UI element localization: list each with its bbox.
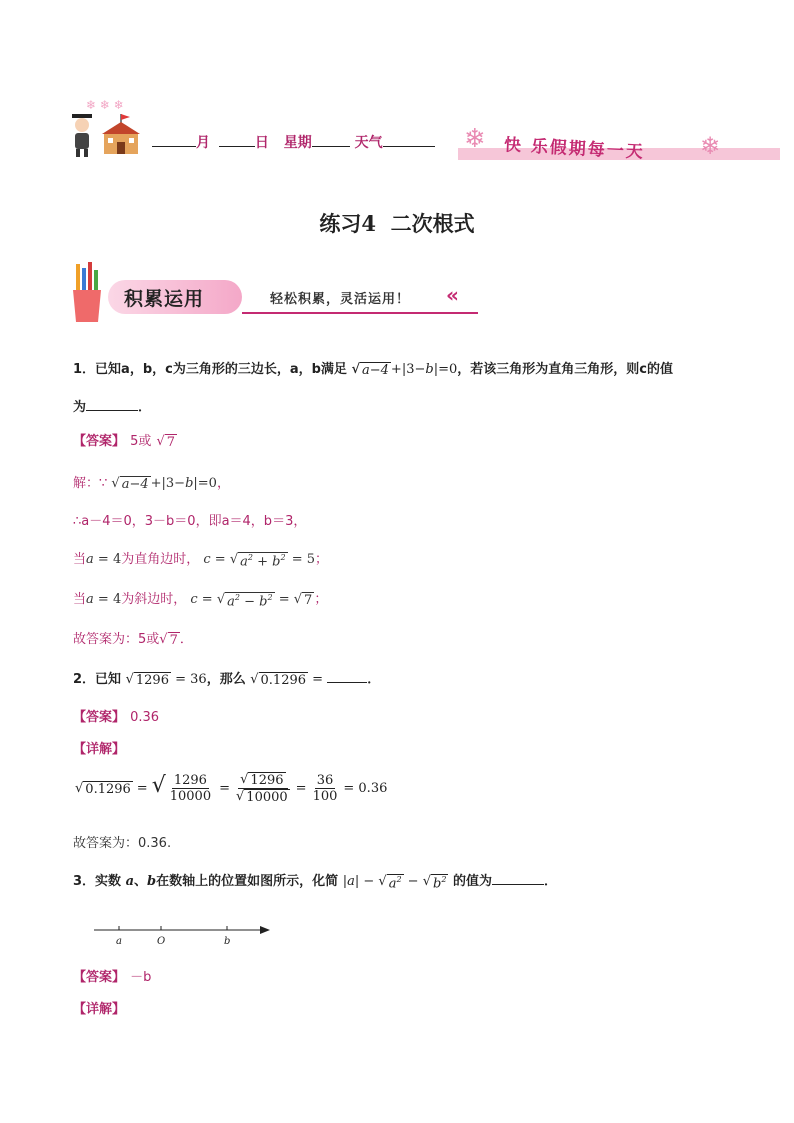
q1-solution-line2: ∴a－4＝0，3－b＝0，即a＝4，b＝3， (73, 514, 307, 529)
pencil-cup-icon (70, 262, 104, 324)
axis-label-b: b (224, 936, 231, 947)
double-arrow-left-icon: « (446, 283, 459, 307)
page-title: 练习4 二次根式 (319, 211, 475, 236)
q2-answer: 【答案】 0.36 (73, 710, 160, 725)
section-title: 积累运用 (124, 288, 205, 310)
q3-answer: 【答案】 －b (73, 970, 152, 985)
q1-solution-line4: 当a = 4为斜边时， c = √ $a^2 - b^2$ = √ 7 ； (73, 592, 328, 610)
question-1-line2: 为 ． (73, 400, 152, 415)
slogan: 快 乐假期每一天 (503, 135, 646, 163)
number-line (92, 918, 274, 948)
question-1: 1．已知a，b，c为三角形的三边长，a，b满足 √ a−4 +|3−b|=0，若该三角形为直角三角形，则c的值 (73, 362, 673, 378)
student-icon (66, 112, 98, 158)
q1-solution-line1: 解：∵ √ a−4 +|3−b|=0， (73, 476, 230, 492)
snowflake-icon: ❄ (464, 124, 486, 154)
weather-label: 天气 (354, 135, 383, 151)
q1-final: 故答案为：5或 √ 7 ． (73, 632, 193, 648)
q3-detail-tag: 【详解】 (73, 1002, 126, 1017)
axis-label-o: O (157, 936, 166, 947)
question-3: 3．实数 a、b在数轴上的位置如图所示，化简 |a| − √ $a^2$ − √ $b^2$ 的值为 ． (73, 874, 557, 892)
q2-detail-tag: 【详解】 (73, 742, 126, 757)
day-label: 日 (254, 135, 269, 151)
snowflake-icon: ❄ (700, 132, 721, 160)
q1-answer: 【答案】 5或 √ 7 (73, 434, 176, 450)
snowflake-icon: ❄ ❄ ❄ (86, 98, 124, 112)
weekday-label: 星期 (283, 135, 312, 151)
school-icon (98, 112, 144, 156)
axis-label-a: a (116, 936, 122, 947)
q1-solution-line3: 当a = 4为直角边时， c = √ $a^2 + b^2$ = 5； (73, 552, 329, 570)
q2-final: 故答案为：0.36. (73, 836, 172, 851)
month-label: 月 (196, 135, 210, 151)
section-underline (242, 312, 478, 314)
question-2: 2．已知 √ 1296 = 36，那么 √ 0.1296 = ． (73, 672, 381, 688)
section-subtitle: 轻松积累，灵活运用！ (270, 292, 411, 307)
q2-derivation: √ 0.1296 = √ $\frac{1296}{10000}$ = √ 1296 √ 10000 = $\frac{36}{100}$ = 0.36 (75, 772, 388, 805)
